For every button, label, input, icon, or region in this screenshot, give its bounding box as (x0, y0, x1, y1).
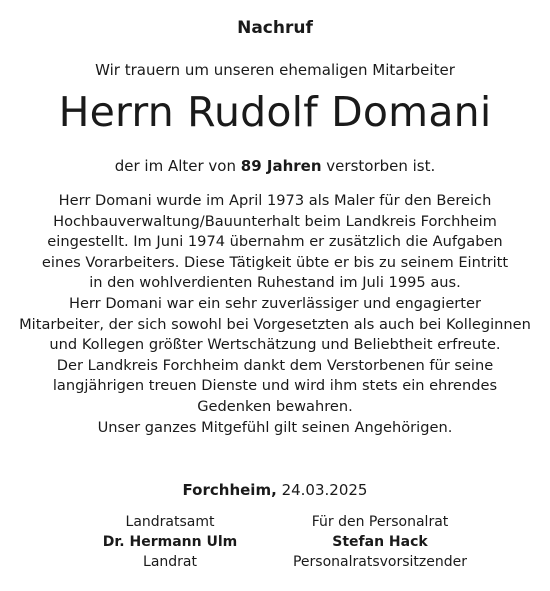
place: Forchheim, (182, 481, 277, 499)
text-line: eingestellt. Im Juni 1974 übernahm er zusätzlich die Aufgaben (47, 233, 503, 251)
text-line: eines Vorarbeiters. Diese Tätigkeit übte er bis zu seinem Eintritt (41, 253, 509, 271)
text-line: und Kollegen größter Wertschätzung und Beliebtheit erfreute. (49, 336, 501, 354)
text-line: Hochbauverwaltung/Bauunterhalt beim Landkreis Forchheim (53, 212, 497, 230)
obituary-text (0, 191, 550, 438)
text-line: Gedenken bewahren. (197, 397, 353, 415)
text-line: Mitarbeiter, der sich sowohl bei Vorgesetzten als auch bei Kolleginnen (19, 315, 531, 333)
signature-org: Landratsamt (125, 514, 215, 530)
notice-heading: Nachruf (237, 18, 313, 38)
signature-org: Für den Personalrat (311, 514, 449, 530)
date: 24.03.2025 (281, 481, 368, 499)
age-line-after: verstorben ist. (326, 157, 436, 175)
signature-role: Personalratsvorsitzender (292, 554, 467, 570)
text-line: Herr Domani war ein sehr zuverlässiger und engagierter (68, 294, 481, 312)
place-date-line (0, 481, 550, 499)
signature-right (270, 512, 490, 572)
signature-name: Stefan Hack (332, 534, 428, 550)
signature-left (60, 512, 280, 572)
age-line-before: der im Alter von (114, 157, 236, 175)
text-line: in den wohlverdienten Ruhestand im Juli 1995 aus. (89, 274, 461, 292)
text-line: Herr Domani wurde im April 1973 als Maler für den Bereich (58, 192, 492, 209)
age-line (0, 157, 550, 175)
text-line: Unser ganzes Mitgefühl gilt seinen Angehörigen. (97, 418, 453, 436)
signature-name: Dr. Hermann Ulm (102, 534, 238, 550)
age-value: 89 Jahren (240, 157, 322, 175)
text-line: Der Landkreis Forchheim dankt dem Verstorbenen für seine (56, 356, 494, 374)
signature-role: Landrat (143, 554, 197, 570)
intro-line: Wir trauern um unseren ehemaligen Mitarbeiter (95, 61, 455, 79)
text-line: langjährigen treuen Dienste und wird ihm stets ein ehrendes (52, 377, 498, 395)
deceased-name: Herrn Rudolf Domani (58, 88, 492, 136)
